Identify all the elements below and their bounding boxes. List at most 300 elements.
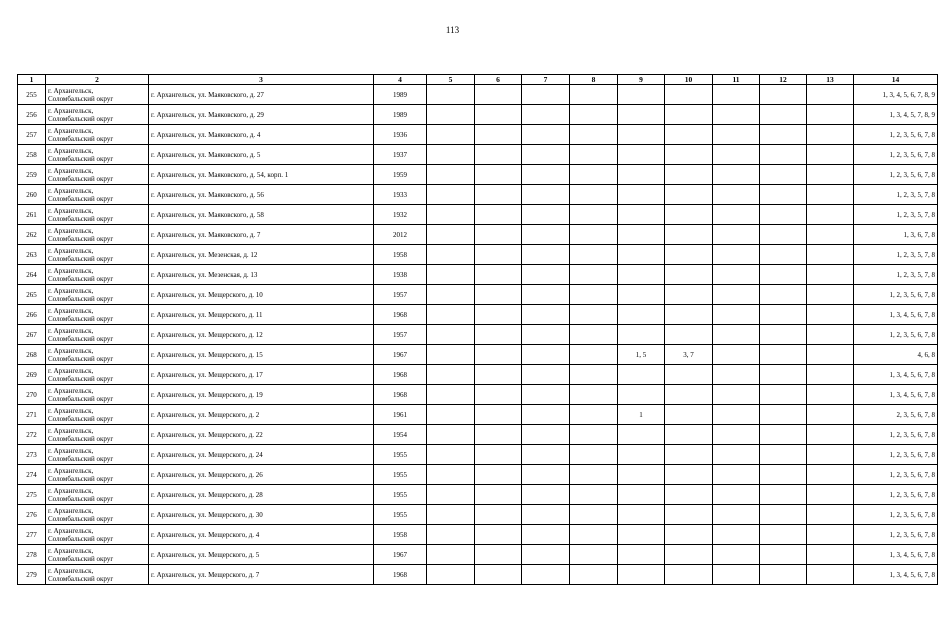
col7-cell — [522, 245, 570, 265]
row-number-cell: 260 — [18, 185, 46, 205]
col7-cell — [522, 205, 570, 225]
district-city: г. Архангельск, — [48, 466, 94, 475]
col10-cell — [665, 445, 713, 465]
col14-cell: 1, 3, 4, 5, 6, 7, 8 — [854, 545, 938, 565]
col13-cell — [807, 545, 854, 565]
col8-cell — [570, 545, 618, 565]
col11-cell — [713, 285, 760, 305]
header-row — [18, 75, 938, 85]
district-okrug: Соломбальский округ — [48, 394, 114, 403]
col9-cell — [618, 305, 665, 325]
col14-cell: 1, 2, 3, 5, 7, 8 — [854, 265, 938, 285]
district-cell — [46, 125, 149, 145]
district-city: г. Архангельск, — [48, 346, 94, 355]
year-cell: 1967 — [374, 545, 427, 565]
row-number-cell: 270 — [18, 385, 46, 405]
table-row — [18, 125, 938, 145]
col7-cell — [522, 565, 570, 585]
col10-cell — [665, 305, 713, 325]
district-cell — [46, 485, 149, 505]
column-header: 7 — [522, 75, 570, 85]
col14-cell: 1, 2, 3, 5, 6, 7, 8 — [854, 325, 938, 345]
col11-cell — [713, 325, 760, 345]
table-row — [18, 445, 938, 465]
col10-cell — [665, 125, 713, 145]
col7-cell — [522, 105, 570, 125]
district-okrug: Соломбальский округ — [48, 474, 114, 483]
col5-cell — [427, 325, 475, 345]
column-header: 2 — [46, 75, 149, 85]
district-city: г. Архангельск, — [48, 266, 94, 275]
col7-cell — [522, 225, 570, 245]
year-cell: 1968 — [374, 565, 427, 585]
col5-cell — [427, 465, 475, 485]
col11-cell — [713, 505, 760, 525]
address-cell: г. Архангельск, ул. Мещерского, д. 30 — [149, 505, 374, 525]
district-city: г. Архангельск, — [48, 386, 94, 395]
district-okrug: Соломбальский округ — [48, 214, 114, 223]
col13-cell — [807, 505, 854, 525]
col8-cell — [570, 405, 618, 425]
row-number-cell: 279 — [18, 565, 46, 585]
col10-cell — [665, 485, 713, 505]
col6-cell — [475, 405, 522, 425]
table-row — [18, 425, 938, 445]
district-cell — [46, 345, 149, 365]
address-cell: г. Архангельск, ул. Мещерского, д. 22 — [149, 425, 374, 445]
table-row — [18, 545, 938, 565]
col11-cell — [713, 545, 760, 565]
district-okrug: Соломбальский округ — [48, 494, 114, 503]
col10-cell — [665, 325, 713, 345]
col9-cell — [618, 125, 665, 145]
col13-cell — [807, 105, 854, 125]
address-cell: г. Архангельск, ул. Мещерского, д. 12 — [149, 325, 374, 345]
col6-cell — [475, 105, 522, 125]
col7-cell — [522, 325, 570, 345]
col12-cell — [760, 145, 807, 165]
col13-cell — [807, 385, 854, 405]
row-number-cell: 269 — [18, 365, 46, 385]
col14-cell: 1, 2, 3, 5, 6, 7, 8 — [854, 425, 938, 445]
district-cell — [46, 445, 149, 465]
row-number-cell: 277 — [18, 525, 46, 545]
district-city: г. Архангельск, — [48, 326, 94, 335]
district-cell — [46, 245, 149, 265]
year-cell: 1932 — [374, 205, 427, 225]
col9-cell — [618, 85, 665, 105]
col5-cell — [427, 425, 475, 445]
address-cell: г. Архангельск, ул. Маяковского, д. 54, корп. 1 — [149, 165, 374, 185]
col11-cell — [713, 445, 760, 465]
address-cell: г. Архангельск, ул. Мещерского, д. 10 — [149, 285, 374, 305]
col8-cell — [570, 425, 618, 445]
row-number-cell: 268 — [18, 345, 46, 365]
col10-cell — [665, 205, 713, 225]
col8-cell — [570, 285, 618, 305]
district-okrug: Соломбальский округ — [48, 194, 114, 203]
col14-cell: 1, 3, 4, 5, 7, 8, 9 — [854, 105, 938, 125]
table-row — [18, 465, 938, 485]
col14-cell: 1, 2, 3, 5, 6, 7, 8 — [854, 505, 938, 525]
district-city: г. Архангельск, — [48, 506, 94, 515]
col11-cell — [713, 205, 760, 225]
column-header: 14 — [854, 75, 938, 85]
address-cell: г. Архангельск, ул. Мещерского, д. 11 — [149, 305, 374, 325]
year-cell: 1933 — [374, 185, 427, 205]
col11-cell — [713, 125, 760, 145]
col10-cell — [665, 385, 713, 405]
col7-cell — [522, 545, 570, 565]
col5-cell — [427, 105, 475, 125]
col12-cell — [760, 445, 807, 465]
year-cell: 1955 — [374, 465, 427, 485]
col9-cell — [618, 425, 665, 445]
address-cell: г. Архангельск, ул. Мезенская, д. 12 — [149, 245, 374, 265]
col7-cell — [522, 125, 570, 145]
address-cell: г. Архангельск, ул. Мещерского, д. 15 — [149, 345, 374, 365]
col10-cell — [665, 265, 713, 285]
address-cell: г. Архангельск, ул. Маяковского, д. 27 — [149, 85, 374, 105]
col5-cell — [427, 265, 475, 285]
district-okrug: Соломбальский округ — [48, 334, 114, 343]
table-row — [18, 325, 938, 345]
col13-cell — [807, 425, 854, 445]
col6-cell — [475, 305, 522, 325]
district-okrug: Соломбальский округ — [48, 134, 114, 143]
col10-cell — [665, 425, 713, 445]
col6-cell — [475, 385, 522, 405]
district-cell — [46, 305, 149, 325]
district-city: г. Архангельск, — [48, 166, 94, 175]
column-header: 13 — [807, 75, 854, 85]
district-city: г. Архангельск, — [48, 206, 94, 215]
column-header: 3 — [149, 75, 374, 85]
district-okrug: Соломбальский округ — [48, 114, 114, 123]
col13-cell — [807, 365, 854, 385]
table-row — [18, 485, 938, 505]
row-number-cell: 255 — [18, 85, 46, 105]
col6-cell — [475, 425, 522, 445]
col11-cell — [713, 365, 760, 385]
col7-cell — [522, 505, 570, 525]
col14-cell: 1, 2, 3, 5, 7, 8 — [854, 185, 938, 205]
district-okrug: Соломбальский округ — [48, 274, 114, 283]
col6-cell — [475, 285, 522, 305]
address-cell: г. Архангельск, ул. Маяковского, д. 56 — [149, 185, 374, 205]
address-cell: г. Архангельск, ул. Маяковского, д. 29 — [149, 105, 374, 125]
col12-cell — [760, 345, 807, 365]
row-number-cell: 259 — [18, 165, 46, 185]
column-header: 5 — [427, 75, 475, 85]
col8-cell — [570, 265, 618, 285]
col9-cell — [618, 565, 665, 585]
row-number-cell: 266 — [18, 305, 46, 325]
col14-cell: 1, 2, 3, 5, 6, 7, 8 — [854, 465, 938, 485]
col8-cell — [570, 245, 618, 265]
col11-cell — [713, 465, 760, 485]
table-row — [18, 165, 938, 185]
row-number-cell: 263 — [18, 245, 46, 265]
district-okrug: Соломбальский округ — [48, 174, 114, 183]
col14-cell: 1, 3, 4, 5, 6, 7, 8 — [854, 385, 938, 405]
col13-cell — [807, 405, 854, 425]
col9-cell — [618, 165, 665, 185]
row-number-cell: 273 — [18, 445, 46, 465]
table-row — [18, 345, 938, 365]
col11-cell — [713, 185, 760, 205]
district-cell — [46, 545, 149, 565]
district-cell — [46, 105, 149, 125]
district-city: г. Архангельск, — [48, 246, 94, 255]
district-okrug: Соломбальский округ — [48, 314, 114, 323]
col10-cell — [665, 185, 713, 205]
district-cell — [46, 385, 149, 405]
col7-cell — [522, 85, 570, 105]
table-row — [18, 205, 938, 225]
col7-cell — [522, 145, 570, 165]
year-cell: 1961 — [374, 405, 427, 425]
district-city: г. Архангельск, — [48, 566, 94, 575]
column-header: 11 — [713, 75, 760, 85]
district-cell — [46, 145, 149, 165]
col13-cell — [807, 245, 854, 265]
year-cell: 1989 — [374, 85, 427, 105]
year-cell: 1958 — [374, 525, 427, 545]
col13-cell — [807, 445, 854, 465]
col14-cell: 1, 2, 3, 5, 7, 8 — [854, 245, 938, 265]
col9-cell — [618, 465, 665, 485]
col13-cell — [807, 225, 854, 245]
row-number-cell: 276 — [18, 505, 46, 525]
col6-cell — [475, 485, 522, 505]
col12-cell — [760, 425, 807, 445]
district-cell — [46, 85, 149, 105]
col13-cell — [807, 145, 854, 165]
table-row — [18, 265, 938, 285]
col14-cell: 1, 2, 3, 5, 7, 8 — [854, 205, 938, 225]
column-header: 1 — [18, 75, 46, 85]
table-row — [18, 245, 938, 265]
table-row — [18, 145, 938, 165]
district-cell — [46, 225, 149, 245]
col12-cell — [760, 485, 807, 505]
col9-cell — [618, 105, 665, 125]
col10-cell — [665, 245, 713, 265]
col12-cell — [760, 305, 807, 325]
col12-cell — [760, 185, 807, 205]
column-header: 10 — [665, 75, 713, 85]
district-cell — [46, 265, 149, 285]
district-city: г. Архангельск, — [48, 146, 94, 155]
col14-cell: 1, 2, 3, 5, 6, 7, 8 — [854, 285, 938, 305]
year-cell: 1968 — [374, 365, 427, 385]
col11-cell — [713, 145, 760, 165]
col8-cell — [570, 105, 618, 125]
col12-cell — [760, 125, 807, 145]
col8-cell — [570, 325, 618, 345]
year-cell: 1937 — [374, 145, 427, 165]
col8-cell — [570, 145, 618, 165]
col7-cell — [522, 425, 570, 445]
col8-cell — [570, 345, 618, 365]
col12-cell — [760, 285, 807, 305]
row-number-cell: 257 — [18, 125, 46, 145]
district-city: г. Архангельск, — [48, 426, 94, 435]
col8-cell — [570, 205, 618, 225]
col9-cell — [618, 445, 665, 465]
col7-cell — [522, 465, 570, 485]
year-cell: 1958 — [374, 245, 427, 265]
col11-cell — [713, 165, 760, 185]
district-okrug: Соломбальский округ — [48, 294, 114, 303]
district-cell — [46, 565, 149, 585]
col12-cell — [760, 165, 807, 185]
row-number-cell: 264 — [18, 265, 46, 285]
col10-cell — [665, 545, 713, 565]
year-cell: 1957 — [374, 325, 427, 345]
col14-cell: 1, 3, 4, 5, 6, 7, 8, 9 — [854, 85, 938, 105]
year-cell: 1955 — [374, 445, 427, 465]
district-okrug: Соломбальский округ — [48, 554, 114, 563]
col5-cell — [427, 305, 475, 325]
district-cell — [46, 405, 149, 425]
col5-cell — [427, 525, 475, 545]
row-number-cell: 267 — [18, 325, 46, 345]
col7-cell — [522, 485, 570, 505]
col6-cell — [475, 205, 522, 225]
district-city: г. Архангельск, — [48, 406, 94, 415]
district-city: г. Архангельск, — [48, 126, 94, 135]
row-number-cell: 256 — [18, 105, 46, 125]
year-cell: 1968 — [374, 385, 427, 405]
col5-cell — [427, 565, 475, 585]
col8-cell — [570, 85, 618, 105]
col9-cell — [618, 145, 665, 165]
table-row — [18, 525, 938, 545]
col11-cell — [713, 85, 760, 105]
col7-cell — [522, 345, 570, 365]
col7-cell — [522, 525, 570, 545]
column-header: 12 — [760, 75, 807, 85]
district-okrug: Соломбальский округ — [48, 234, 114, 243]
column-header: 4 — [374, 75, 427, 85]
col13-cell — [807, 165, 854, 185]
col14-cell: 1, 3, 4, 5, 6, 7, 8 — [854, 305, 938, 325]
col12-cell — [760, 325, 807, 345]
col6-cell — [475, 345, 522, 365]
col8-cell — [570, 465, 618, 485]
table-row — [18, 565, 938, 585]
col10-cell — [665, 165, 713, 185]
col9-cell — [618, 265, 665, 285]
district-cell — [46, 185, 149, 205]
col6-cell — [475, 185, 522, 205]
col5-cell — [427, 485, 475, 505]
address-cell: г. Архангельск, ул. Маяковского, д. 58 — [149, 205, 374, 225]
address-cell: г. Архангельск, ул. Маяковского, д. 5 — [149, 145, 374, 165]
col6-cell — [475, 525, 522, 545]
col11-cell — [713, 245, 760, 265]
col6-cell — [475, 225, 522, 245]
col9-cell — [618, 225, 665, 245]
col5-cell — [427, 145, 475, 165]
year-cell: 1936 — [374, 125, 427, 145]
address-cell: г. Архангельск, ул. Маяковского, д. 7 — [149, 225, 374, 245]
col8-cell — [570, 185, 618, 205]
col6-cell — [475, 565, 522, 585]
col9-cell: 1, 5 — [618, 345, 665, 365]
table-row — [18, 385, 938, 405]
col11-cell — [713, 385, 760, 405]
col11-cell — [713, 305, 760, 325]
col6-cell — [475, 445, 522, 465]
district-cell — [46, 425, 149, 445]
col8-cell — [570, 365, 618, 385]
address-cell: г. Архангельск, ул. Мещерского, д. 19 — [149, 385, 374, 405]
col14-cell: 1, 2, 3, 5, 6, 7, 8 — [854, 485, 938, 505]
district-city: г. Архангельск, — [48, 286, 94, 295]
district-cell — [46, 285, 149, 305]
col7-cell — [522, 265, 570, 285]
col12-cell — [760, 465, 807, 485]
col12-cell — [760, 85, 807, 105]
address-cell: г. Архангельск, ул. Мещерского, д. 7 — [149, 565, 374, 585]
col13-cell — [807, 565, 854, 585]
year-cell: 1968 — [374, 305, 427, 325]
col7-cell — [522, 165, 570, 185]
register-table — [17, 74, 938, 585]
col14-cell: 1, 2, 3, 5, 6, 7, 8 — [854, 445, 938, 465]
col6-cell — [475, 165, 522, 185]
col14-cell: 1, 3, 4, 5, 6, 7, 8 — [854, 365, 938, 385]
address-cell: г. Архангельск, ул. Мещерского, д. 2 — [149, 405, 374, 425]
col8-cell — [570, 565, 618, 585]
row-number-cell: 275 — [18, 485, 46, 505]
district-city: г. Архангельск, — [48, 546, 94, 555]
col12-cell — [760, 265, 807, 285]
year-cell: 1957 — [374, 285, 427, 305]
col8-cell — [570, 525, 618, 545]
table-row — [18, 365, 938, 385]
col10-cell — [665, 465, 713, 485]
col11-cell — [713, 525, 760, 545]
col8-cell — [570, 445, 618, 465]
col11-cell — [713, 405, 760, 425]
col8-cell — [570, 165, 618, 185]
col7-cell — [522, 305, 570, 325]
year-cell: 1954 — [374, 425, 427, 445]
col8-cell — [570, 125, 618, 145]
col6-cell — [475, 245, 522, 265]
col12-cell — [760, 365, 807, 385]
col14-cell: 1, 2, 3, 5, 6, 7, 8 — [854, 125, 938, 145]
district-okrug: Соломбальский округ — [48, 254, 114, 263]
col5-cell — [427, 545, 475, 565]
col13-cell — [807, 305, 854, 325]
col12-cell — [760, 205, 807, 225]
district-okrug: Соломбальский округ — [48, 454, 114, 463]
table-row — [18, 85, 938, 105]
district-city: г. Архангельск, — [48, 366, 94, 375]
col6-cell — [475, 325, 522, 345]
col13-cell — [807, 345, 854, 365]
col7-cell — [522, 185, 570, 205]
year-cell: 1955 — [374, 485, 427, 505]
table-row — [18, 185, 938, 205]
col6-cell — [475, 505, 522, 525]
col5-cell — [427, 385, 475, 405]
